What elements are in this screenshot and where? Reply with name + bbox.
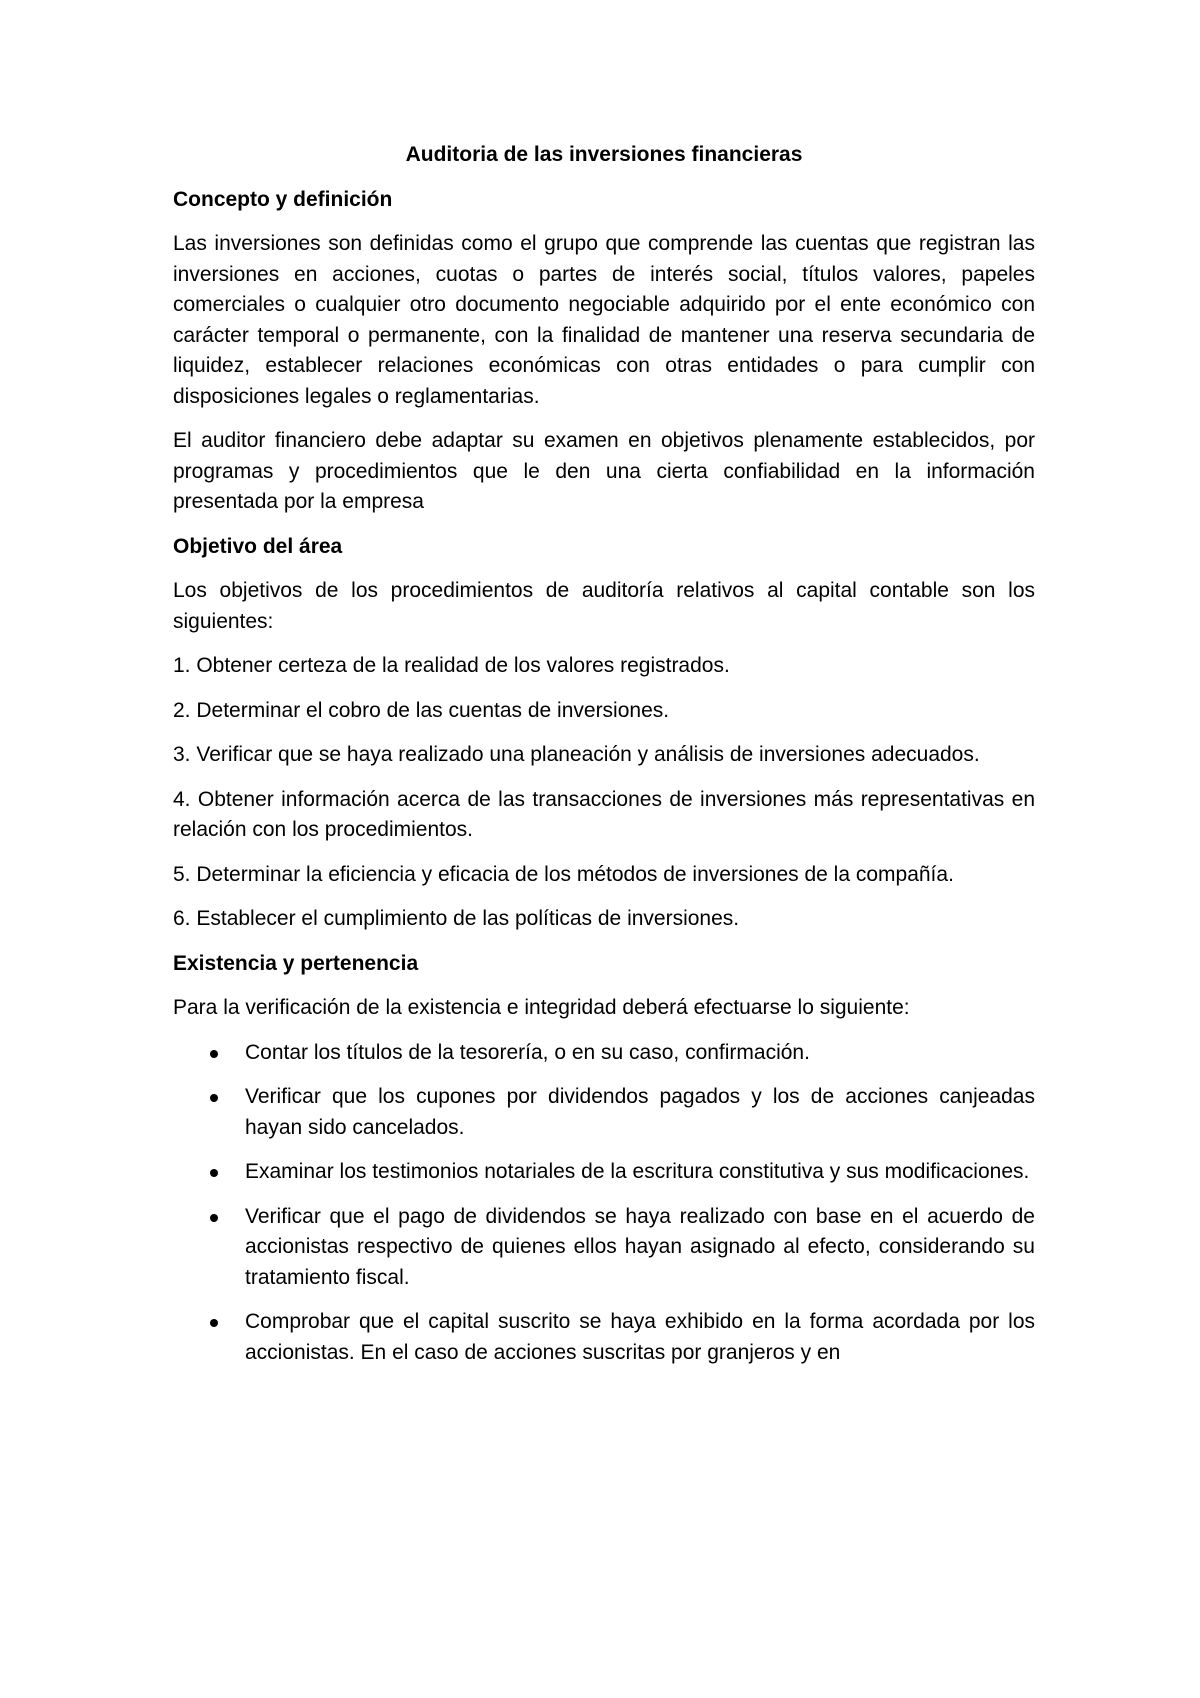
section-heading-existencia: Existencia y pertenencia (173, 951, 419, 975)
paragraph: Para la verificación de la existencia e integridad deberá efectuarse lo siguiente: (173, 996, 910, 1019)
bullet-icon (210, 1214, 218, 1222)
bullet-icon (210, 1050, 218, 1058)
list-item (173, 1157, 1035, 1188)
list-item-text: Examinar los testimonios notariales de la escritura constitutiva y sus modificaciones. (245, 1160, 1030, 1183)
list-item (173, 1307, 1035, 1368)
list-item (173, 1082, 1035, 1143)
list-item-text: Verificar que los cupones por dividendos pagados y los de acciones canjeadas hayan sido cancelados. (245, 1085, 1035, 1139)
list-item-text: Verificar que el pago de dividendos se haya realizado con base en el acuerdo de accionistas respectivo de quienes ellos hayan asignado al efecto, considerando su tratamiento fiscal. (245, 1204, 1035, 1289)
document-title: Auditoria de las inversiones financieras (405, 143, 803, 166)
objective-item: 4. Obtener información acerca de las transacciones de inversiones más representativas en relación con los procedimientos. (173, 787, 1035, 841)
objective-item: 2. Determinar el cobro de las cuentas de inversiones. (173, 698, 670, 722)
paragraph: Los objetivos de los procedimientos de auditoría relativos al capital contable son los siguientes: (173, 579, 1035, 633)
document-page (173, 140, 1035, 1382)
objective-item: 6. Establecer el cumplimiento de las políticas de inversiones. (173, 907, 740, 930)
list-item (173, 1038, 1035, 1069)
list-item-text: Comprobar que el capital suscrito se haya exhibido en la forma acordada por los accionistas. En el caso de acciones suscritas por granjeros y en (245, 1310, 1035, 1364)
section-heading-objetivo: Objetivo del área (173, 534, 343, 558)
paragraph: Las inversiones son definidas como el grupo que comprende las cuentas que registran las inversiones en acciones, cuotas o partes de interés social, títulos valores, papeles comerciales o cualquier otro documento negociable adquirido por el ente económico con carácter temporal o permanente, con la finalidad de mantener una reserva secundaria de liquidez, establecer relaciones económicas con otras entidades o para cumplir con disposiciones legales o reglamentarias. (173, 232, 1035, 408)
section-heading-concepto: Concepto y definición (173, 187, 393, 211)
list-item-text: Contar los títulos de la tesorería, o en su caso, confirmación. (245, 1040, 810, 1064)
objective-item: 5. Determinar la eficiencia y eficacia de los métodos de inversiones de la compañía. (173, 862, 954, 886)
list-item (173, 1202, 1035, 1294)
bullet-icon (210, 1094, 218, 1102)
objective-item: 3. Verificar que se haya realizado una planeación y análisis de inversiones adecuados. (173, 743, 980, 766)
bullet-list (173, 1038, 1035, 1369)
paragraph: El auditor financiero debe adaptar su examen en objetivos plenamente establecidos, por programas y procedimientos que le den una cierta confiabilidad en la información presentada por la empresa (173, 429, 1035, 513)
bullet-icon (210, 1169, 218, 1177)
bullet-icon (210, 1319, 218, 1327)
objective-item: 1. Obtener certeza de la realidad de los valores registrados. (173, 654, 730, 677)
